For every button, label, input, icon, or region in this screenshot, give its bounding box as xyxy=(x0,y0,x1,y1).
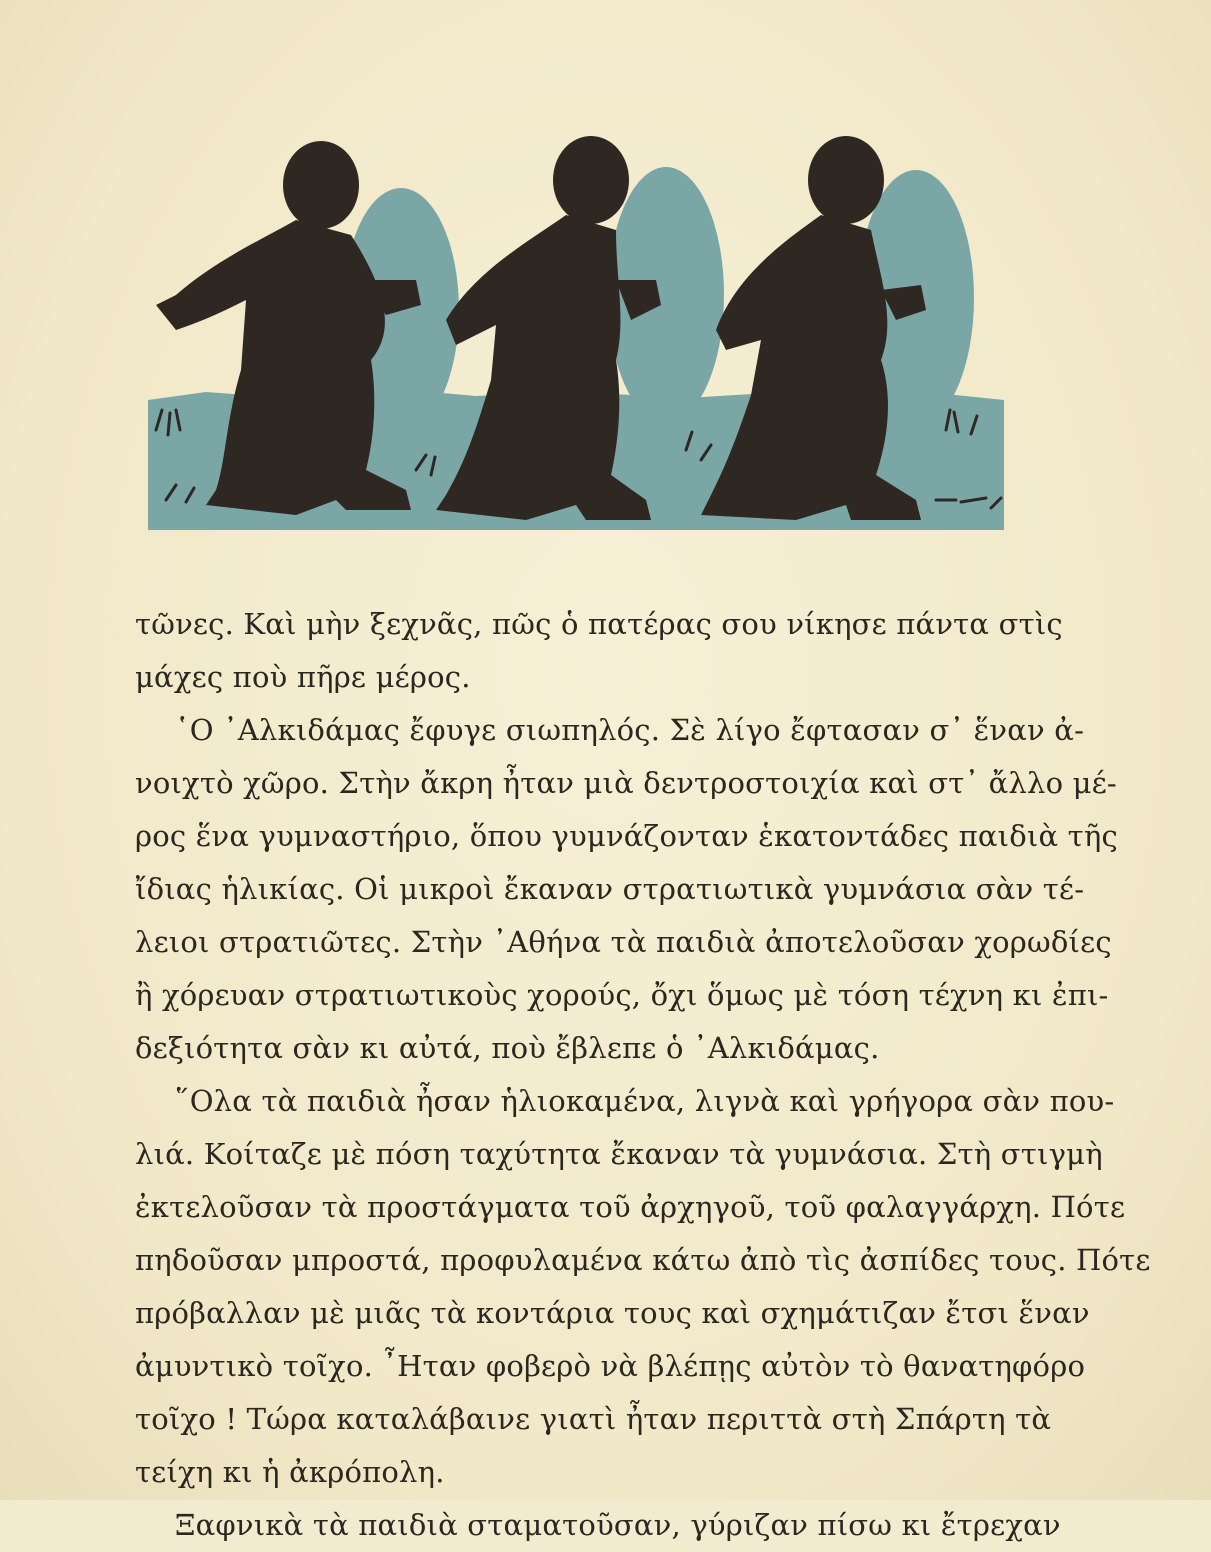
text-line: ρος ἕνα γυμναστήριο, ὅπου γυμνάζονταν ἑκατοντάδες παιδιὰ τῆς xyxy=(135,819,1118,853)
text-line: ἀμυντικὸ τοῖχο. ῏Ηταν φοβερὸ νὰ βλέπῃς αὐτὸν τὸ θανατηφόρο xyxy=(135,1349,1086,1383)
text-line: νοιχτὸ χῶρο. Στὴν ἄκρη ἦταν μιὰ δεντροστοιχία καὶ στ᾿ ἄλλο μέ- xyxy=(135,766,1117,800)
text-line: ῾Ο ᾿Αλκιδάμας ἔφυγε σιωπηλός. Σὲ λίγο ἔφτασαν σ᾿ ἕναν ἀ- xyxy=(175,713,1085,747)
text-line: ἴδιας ἡλικίας. Οἱ μικροὶ ἔκαναν στρατιωτικὰ γυμνάσια σὰν τέ- xyxy=(135,872,1085,906)
text-line: μάχες ποὺ πῆρε μέρος. xyxy=(135,660,471,694)
text-line: τείχη κι ἡ ἀκρόπολη. xyxy=(135,1455,445,1489)
text-line: ῞Ολα τὰ παιδιὰ ἦσαν ἡλιοκαμένα, λιγνὰ καὶ γρήγορα σὰν που- xyxy=(175,1084,1115,1118)
text-line: ἢ χόρευαν στρατιωτικοὺς χορούς, ὄχι ὅμως μὲ τόση τέχνη κι ἐπι- xyxy=(135,978,1109,1012)
text-line: δεξιότητα σὰν κι αὐτά, ποὺ ἔβλεπε ὁ ᾿Αλκιδάμας. xyxy=(135,1031,880,1065)
text-line: πρόβαλλαν μὲ μιᾶς τὰ κοντάρια τους καὶ σχημάτιζαν ἔτσι ἕναν xyxy=(135,1296,1090,1330)
text-line: λειοι στρατιῶτες. Στὴν ᾿Αθήνα τὰ παιδιὰ ἀποτελοῦσαν χορωδίες xyxy=(135,925,1112,959)
illustration-three-kneeling-youths xyxy=(146,130,1006,535)
text-line: ἐκτελοῦσαν τὰ προστάγματα τοῦ ἀρχηγοῦ, τοῦ φαλαγγάρχη. Πότε xyxy=(135,1190,1126,1224)
body-text xyxy=(135,598,1151,1552)
text-line: Ξαφνικὰ τὰ παιδιὰ σταματοῦσαν, γύριζαν πίσω κι ἔτρεχαν xyxy=(175,1508,1061,1542)
text-line: πηδοῦσαν μπροστά, προφυλαμένα κάτω ἀπὸ τὶς ἀσπίδες τους. Πότε xyxy=(135,1243,1151,1277)
text-line: τοῖχο ! Τώρα καταλάβαινε γιατὶ ἦταν περιττὰ στὴ Σπάρτη τὰ xyxy=(135,1402,1052,1436)
text-line: τῶνες. Καὶ μὴν ξεχνᾶς, πῶς ὁ πατέρας σου νίκησε πάντα στὶς xyxy=(135,607,1063,641)
text-line: λιά. Κοίταζε μὲ πόση ταχύτητα ἔκαναν τὰ γυμνάσια. Στὴ στιγμὴ xyxy=(135,1137,1103,1171)
